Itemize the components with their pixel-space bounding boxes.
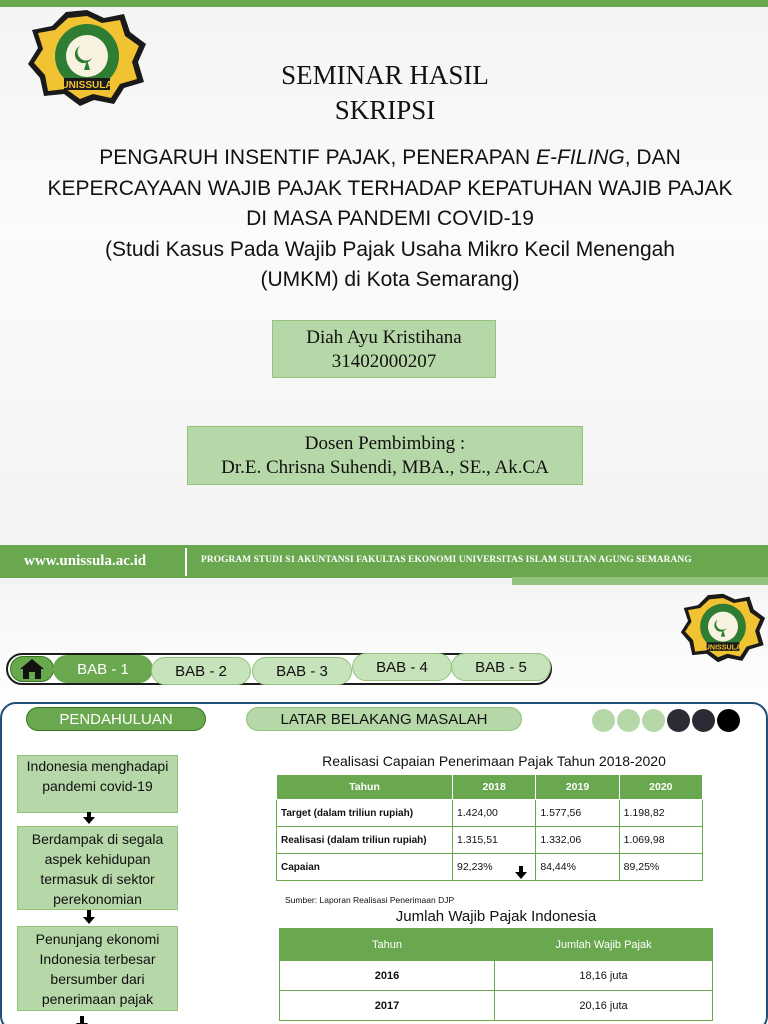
tax-revenue-table (276, 774, 703, 881)
progress-dot[interactable] (617, 709, 640, 732)
flow-step-3: Penunjang ekonomi Indonesia terbesar bersumber dari penerimaan pajak (17, 926, 178, 1011)
footer-bar (0, 545, 768, 578)
footer-program: PROGRAM STUDI S1 AKUNTANSI FAKULTAS EKONOMI UNIVERSITAS ISLAM SULTAN AGUNG SEMARANG (201, 555, 692, 565)
section-pill[interactable]: PENDAHULUAN (26, 707, 206, 731)
table-cell: Capaian (277, 854, 453, 881)
tab-bab-2[interactable]: BAB - 2 (151, 657, 251, 685)
table-row (277, 827, 703, 854)
progress-dot[interactable] (592, 709, 615, 732)
tab-bab-3[interactable]: BAB - 3 (252, 657, 352, 685)
thesis-title-efiling: E-FILING (536, 146, 625, 169)
thesis-subtitle-line1: (Studi Kasus Pada Wajib Pajak Usaha Mikro Kecil Menengah (104, 238, 675, 261)
table1-title: Realisasi Capaian Penerimaan Pajak Tahun 2018-2020 (322, 753, 666, 769)
table-cell: 2017 (280, 991, 495, 1021)
chapter-nav (6, 653, 552, 685)
home-icon (19, 658, 45, 680)
table-cell: 18,16 juta (495, 961, 713, 991)
table-cell: 20,16 juta (495, 991, 713, 1021)
flow-arrow-icon (87, 910, 91, 918)
progress-dot[interactable] (667, 709, 690, 732)
table-cell: 1.332,06 (536, 827, 619, 854)
table-cell: 1.424,00 (453, 800, 536, 827)
progress-dot-current[interactable] (717, 709, 740, 732)
footer-url[interactable]: www.unissula.ac.id (24, 553, 147, 569)
progress-dot[interactable] (692, 709, 715, 732)
logo-text-small: UNISSULA (704, 643, 742, 652)
thesis-title-line1-part-a: PENGARUH INSENTIF PAJAK, PENERAPAN (99, 146, 537, 169)
table-row (280, 961, 713, 991)
table-arrow-icon (519, 866, 523, 873)
table-cell: 1.577,56 (536, 800, 619, 827)
content-slide (0, 585, 768, 1024)
logo-text: UNISSULA (61, 80, 113, 91)
table-cell: 89,25% (619, 854, 702, 881)
table-cell: 2016 (280, 961, 495, 991)
table-cell: 92,23% (453, 854, 536, 881)
thesis-title-line3: DI MASA PANDEMI COVID-19 (246, 207, 534, 230)
table-cell: Realisasi (dalam triliun rupiah) (277, 827, 453, 854)
flow-step-1: Indonesia menghadapi pandemi covid-19 (17, 755, 178, 813)
footer-accent-bar (512, 577, 768, 585)
table-cell: 84,44% (536, 854, 619, 881)
thesis-title-line2: KEPERCAYAAN WAJIB PAJAK TERHADAP KEPATUHAN WAJIB PAJAK (47, 177, 733, 200)
flow-arrow-icon (80, 1016, 84, 1024)
supervisor-name: Dr.E. Chrisna Suhendi, MBA., SE., Ak.CA (221, 457, 549, 478)
table-header: Tahun (277, 775, 453, 800)
table-header: 2018 (453, 775, 536, 800)
unissula-logo-small (678, 587, 768, 669)
table-row (277, 800, 703, 827)
progress-dot[interactable] (642, 709, 665, 732)
tab-bab-4[interactable]: BAB - 4 (352, 653, 452, 681)
supervisor-label: Dosen Pembimbing : (304, 433, 466, 454)
table-header: 2019 (536, 775, 619, 800)
table-cell: 1.069,98 (619, 827, 702, 854)
top-accent-bar (0, 0, 768, 7)
seminar-title-line2: SKRIPSI (334, 95, 436, 125)
supervisor-box (187, 426, 583, 485)
table-header: Tahun (280, 929, 495, 961)
thesis-title-line1 (30, 142, 750, 173)
unissula-logo (24, 8, 150, 108)
table1-source: Sumber: Laporan Realisasi Penerimaan DJP (285, 895, 455, 905)
home-button[interactable] (10, 656, 54, 682)
table-cell: 1.315,51 (453, 827, 536, 854)
author-id: 31402000207 (331, 351, 437, 372)
footer-divider (185, 548, 187, 576)
tab-bab-1[interactable]: BAB - 1 (53, 655, 153, 683)
subsection-pill[interactable]: LATAR BELAKANG MASALAH (246, 707, 522, 731)
table-header: Jumlah Wajib Pajak (495, 929, 713, 961)
slide-progress-dots (592, 709, 740, 732)
table-cell: Target (dalam triliun rupiah) (277, 800, 453, 827)
author-box (272, 320, 496, 378)
thesis-subtitle-line2: (UMKM) di Kota Semarang) (260, 268, 520, 291)
table2-title: Jumlah Wajib Pajak Indonesia (395, 908, 597, 925)
table-cell: 1.198,82 (619, 800, 702, 827)
taxpayer-count-table (279, 928, 713, 1021)
flow-arrow-icon (87, 812, 91, 818)
table-header: 2020 (619, 775, 702, 800)
author-name: Diah Ayu Kristihana (306, 327, 462, 348)
table-row (277, 854, 703, 881)
table-row (280, 991, 713, 1021)
flow-step-2: Berdampak di segala aspek kehidupan termasuk di sektor perekonomian (17, 826, 178, 910)
tab-bab-5[interactable]: BAB - 5 (451, 653, 551, 681)
seminar-title-line1: SEMINAR HASIL (281, 60, 489, 90)
thesis-title-line1-part-b: , DAN (624, 146, 681, 169)
